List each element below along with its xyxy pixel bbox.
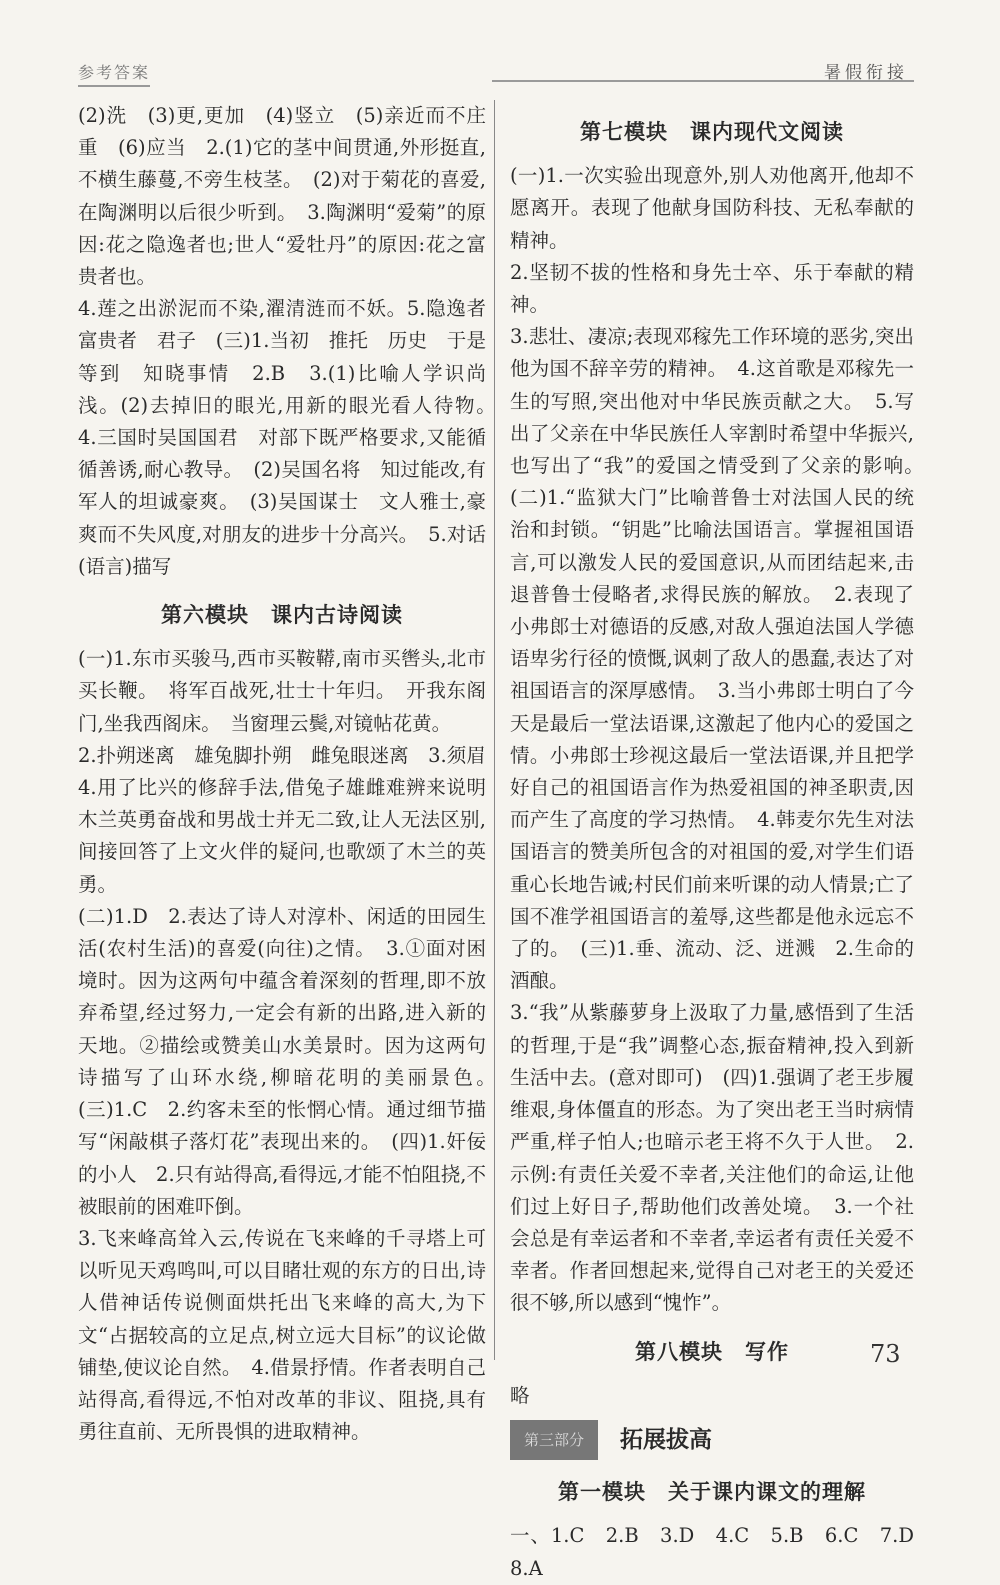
right-column [510,100,934,1585]
section-heading: 第一模块 关于课内课文的理解 [558,1480,866,1505]
answer-paragraph: 3.“我”从紫藤萝身上汲取了力量,感悟到了生活的哲理,于是“我”调整心态,振奋精神,投入到新生活中去。(意对即可) (四)1.强调了老王步履维艰,身体僵直的形态。为了突出老王当时病情严重,样子怕人;也暗示老王将不久于人世。 2.示例:有责任关爱不幸者,关注他们的命运,让他们过上好日子,帮助他们改善处境。 3.一个社会总是有幸运者和不幸者,幸运者有责任关爱不幸者。作者回想起来,觉得自己对老王的关爱还很不够,所以感到“愧怍”。 [510,1001,914,1315]
answer-paragraph: 3.悲壮、凄凉;表现邓稼先工作环境的恶劣,突出他为国不辞辛劳的精神。 4.这首歌是邓稼先一生的写照,突出他对中华民族贡献之大。 5.写出了父亲在中华民族任人宰割时希望中华振兴,也写出了“我”的爱国之情受到了父亲的影响。 (二)1.“监狱大门”比喻普鲁士对法国人民的统治和封锁。“钥匙”比喻法国语言。掌握祖国语言,可以激发人民的爱国意识,从而团结起来,击退普鲁士侵略者,求得民族的解放。 2.表现了小弗郎士对德语的反感,对敌人强迫法国人学德语卑劣行径的愤慨,讽刺了敌人的愚蠢,表达了对祖国语言的深厚感情。 3.当小弗郎士明白了今天是最后一堂法语课,这激起了他内心的爱国之情。小弗郎士珍视这最后一堂法语课,并且把学好自己的祖国语言作为热爱祖国的神圣职责,因而产生了高度的学习热情。 4.韩麦尔先生对法国语言的赞美所包含的对祖国的爱,对学生们语重心长地告诫;村民们前来听课的动人情景;亡了国不准学祖国语言的羞辱,这些都是他永远忘不了的。 (三)1.垂、流动、泛、迸溅 2.生命的酒酿。 [510,325,934,993]
answer-paragraph: (2)洗 (3)更,更加 (4)竖立 (5)亲近而不庄重 (6)应当 2.(1)它的茎中间贯通,外形挺直,不横生藤蔓,不旁生枝茎。 (2)对于菊花的喜爱,在陶渊明以后很少听到。 3.陶渊明“爱菊”的原因:花之隐逸者也;世人“爱牡丹”的原因:花之富贵者也。 [78,104,486,289]
part-banner [510,1420,914,1460]
answer-paragraph: 3.飞来峰高耸入云,传说在飞来峰的千寻塔上可以听见天鸡鸣叫,可以目睹壮观的东方的日出,诗人借神话传说侧面烘托出飞来峰的高大,为下文“占据较高的立足点,树立远大目标”的议论做铺垫,使议论自然。 4.借景抒情。作者表明自己站得高,看得远,不怕对改革的非议、阻挠,具有勇往直前、无所畏惧的进取精神。 [78,1226,486,1444]
answer-paragraph: 略 [510,1383,530,1407]
answer-paragraph: 2.坚韧不拔的性格和身先士卒、乐于奉献的精神。 [510,260,914,317]
section-heading: 第七模块 课内现代文阅读 [580,120,844,144]
answer-paragraph: 2.扑朔迷离 雄兔脚扑朔 雌兔眼迷离 3.须眉 [78,743,486,767]
answer-paragraph: 4.莲之出淤泥而不染,濯清涟而不妖。5.隐逸者 富贵者 君子 (三)1.当初 推托 历史 于是 等到 知晓事情 2.B 3.(1)比喻人学识尚浅。(2)去掉旧的眼光,用新的眼光看人待物。 4.三国时吴国国君 对部下既严格要求,又能循循善诱,耐心教导。 (2)吴国名将 知过能改,有军人的坦诚豪爽。 (3)吴国谋士 文人雅士,豪爽而不失风度,对朋友的进步十分高兴。 5.对话(语言)描写 [78,297,506,578]
part-title: 拓展拔高 [620,1426,713,1453]
page-number: 73 [870,1340,901,1368]
column-divider [494,100,495,1360]
answer-paragraph: (二)1.D 2.表达了诗人对淳朴、闲适的田园生活(农村生活)的喜爱(向往)之情。 3.①面对困境时。因为这两句中蕴含着深刻的哲理,即不放弃希望,经过努力,一定会有新的出路,进入新的天地。②描绘或赞美山水美景时。因为这两句诗描写了山环水绕,柳暗花明的美丽景色。 (三)1.C 2.约客未至的怅惘心情。通过细节描写“闲敲棋子落灯花”表现出来的。 (四)1.奸佞的小人 2.只有站得高,看得远,才能不怕阻挠,不被眼前的困难吓倒。 [78,904,506,1218]
left-column [78,100,506,1448]
header-right-label: 暑假衔接 [824,63,908,83]
part-tag: 第三部分 [510,1420,598,1460]
section-heading: 第六模块 课内古诗阅读 [161,603,403,628]
answer-paragraph: (一)1.东市买骏马,西市买鞍鞯,南市买辔头,北市买长鞭。 将军百战死,壮士十年归。 开我东阁门,坐我西阁床。 当窗理云鬓,对镜帖花黄。 [78,647,486,735]
answer-paragraph: 一、1.C 2.B 3.D 4.C 5.B 6.C 7.D 8.A [510,1524,934,1580]
section-heading: 第八模块 写作 [635,1339,789,1364]
answer-paragraph: (一)1.一次实验出现意外,别人劝他离开,他却不愿离开。表现了他献身国防科技、无私奉献的精神。 [510,164,914,252]
answer-paragraph: 4.用了比兴的修辞手法,借兔子雄雌难辨来说明木兰英勇奋战和男战士并无二致,让人无法区别,间接回答了上文火伴的疑问,也歌颂了木兰的英勇。 [78,776,486,896]
header-left-label: 参考答案 [78,60,150,87]
